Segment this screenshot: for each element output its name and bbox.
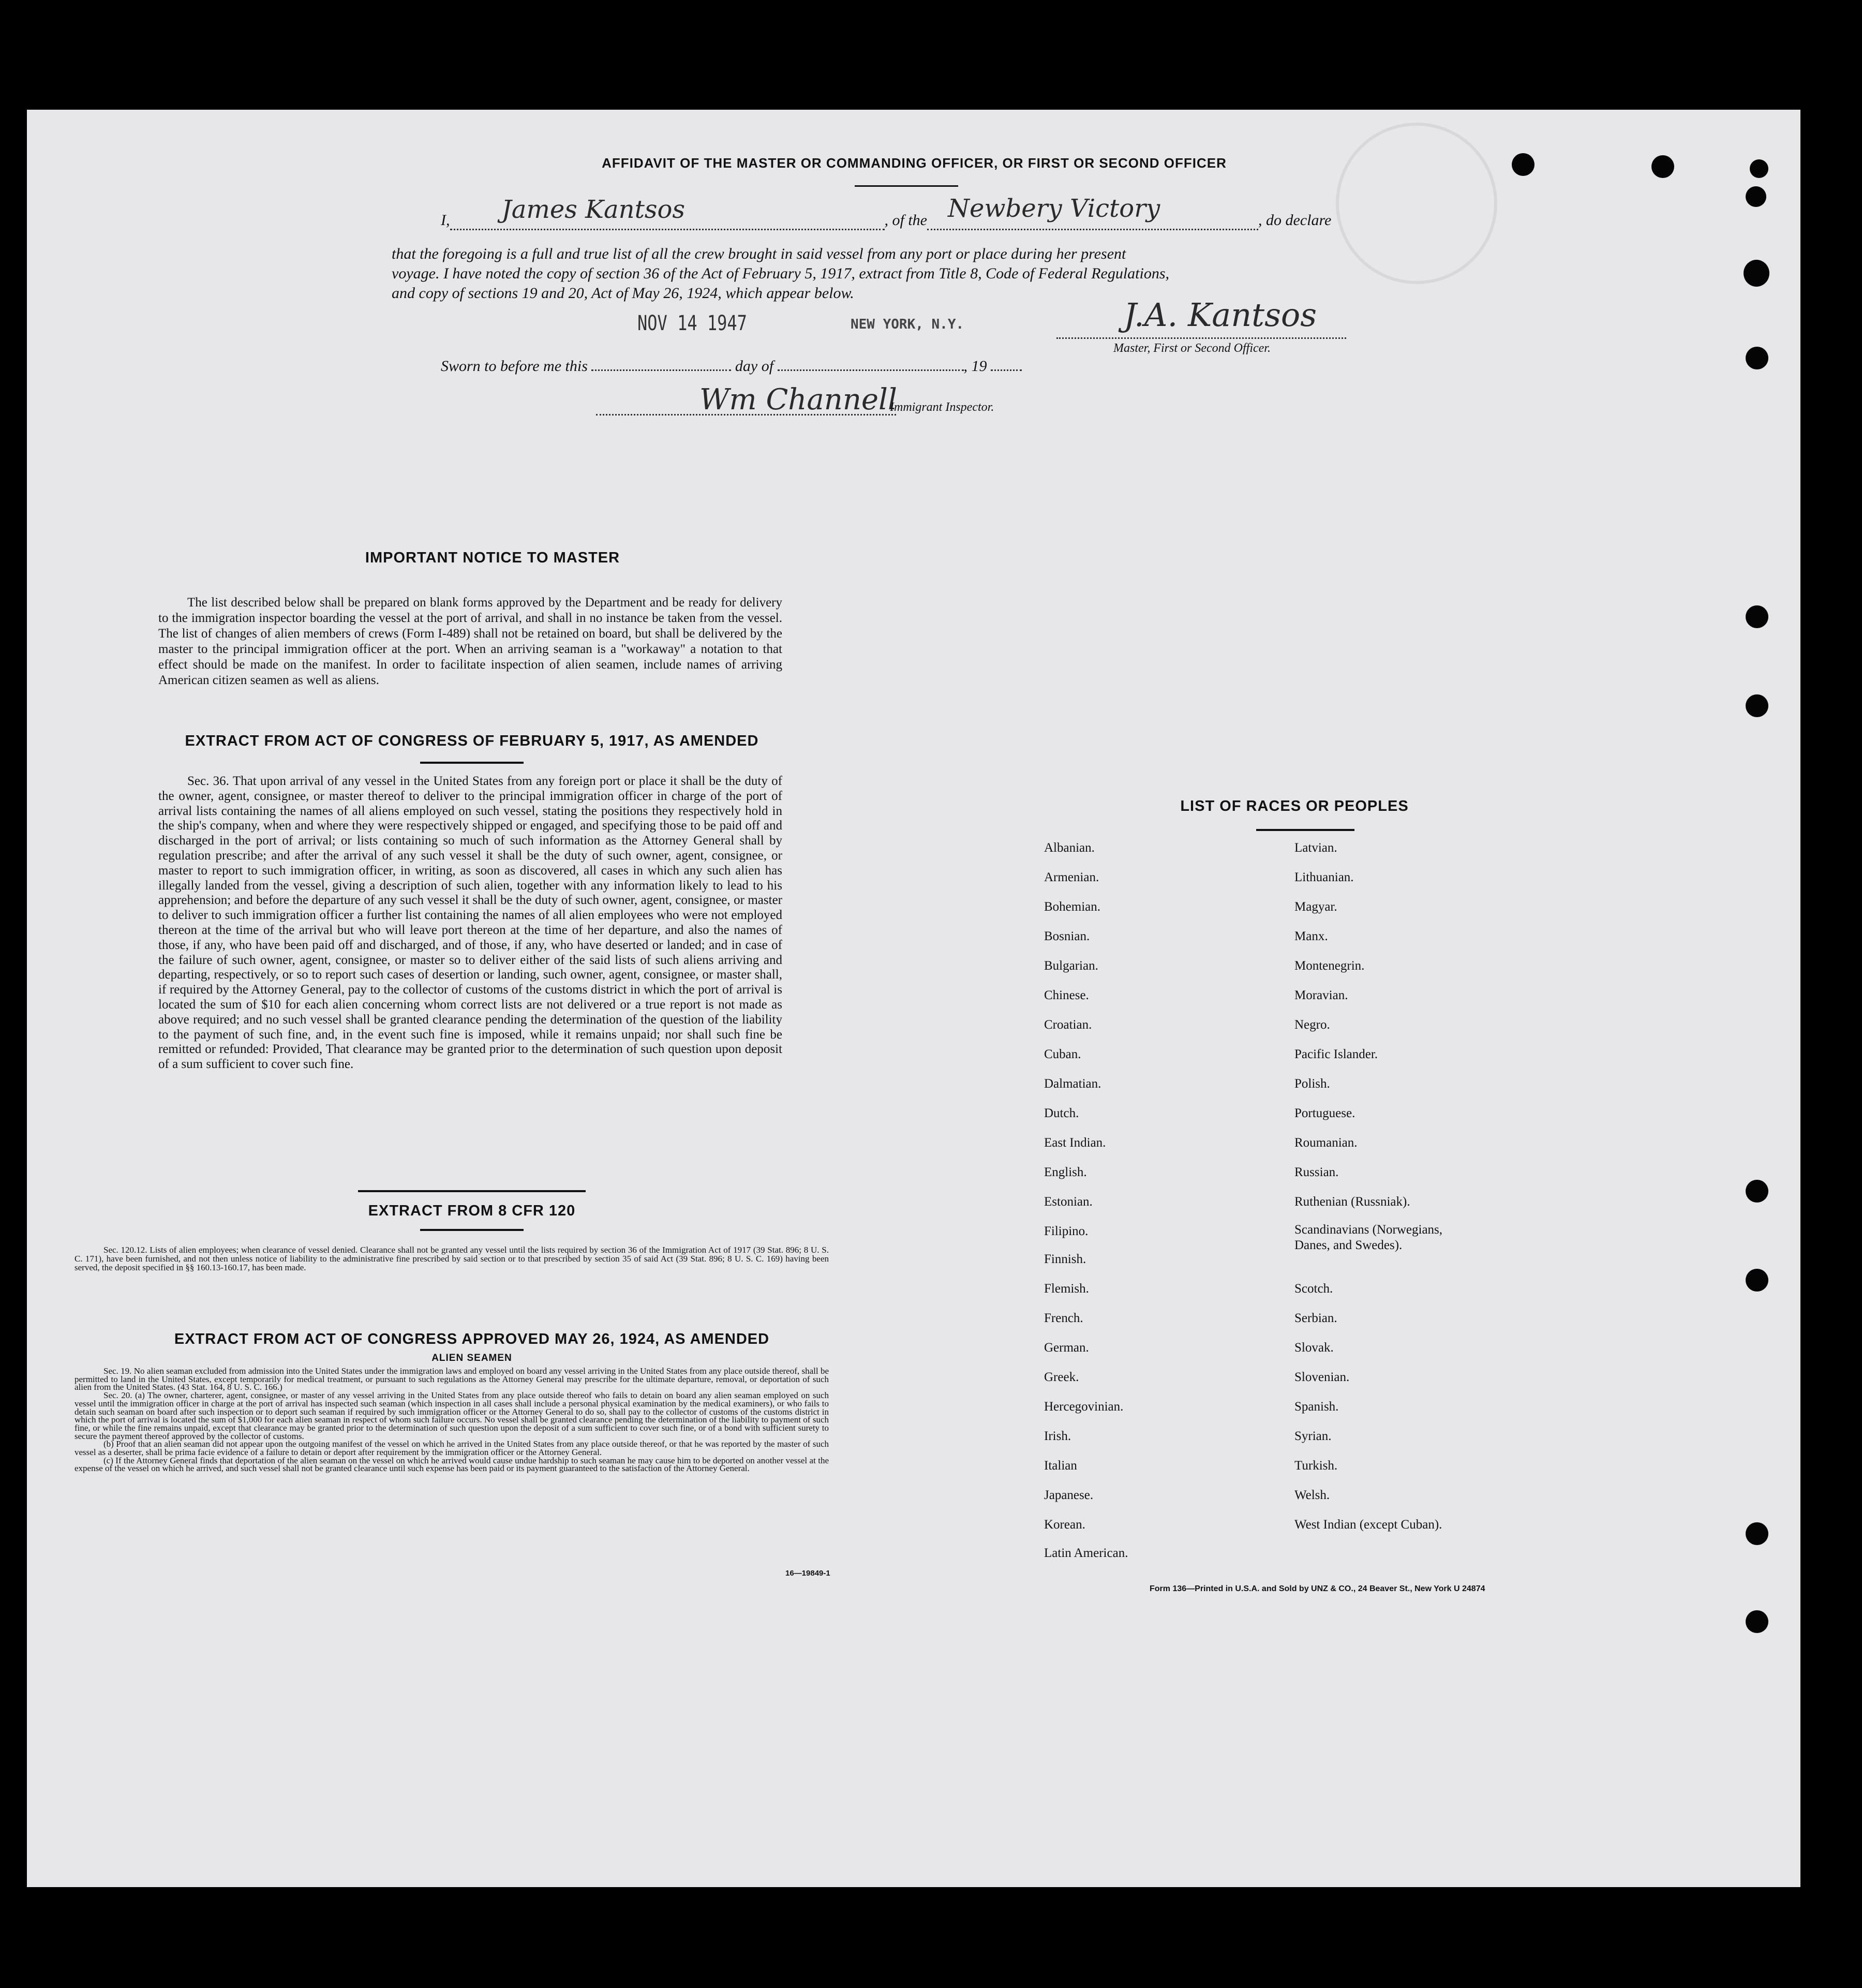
statement	[392, 244, 1406, 303]
section-rule	[1256, 829, 1354, 831]
race-item: Portuguese.	[1294, 1106, 1355, 1120]
race-item: Magyar.	[1294, 900, 1337, 914]
i-prefix: I,	[441, 212, 450, 229]
master-name: James Kantsos	[501, 195, 686, 224]
race-item: Manx.	[1294, 929, 1328, 943]
document-page	[27, 110, 1800, 1887]
race-item: Moravian.	[1294, 988, 1348, 1002]
race-item: Latin American.	[1044, 1546, 1128, 1560]
race-item: Filipino.	[1044, 1224, 1089, 1238]
race-item: Korean.	[1044, 1518, 1085, 1532]
location-stamp: NEW YORK, N.Y.	[851, 317, 964, 332]
of-the-label: , of the	[884, 212, 927, 229]
race-item: West Indian (except Cuban).	[1294, 1518, 1442, 1532]
extract-1917-body: Sec. 36. That upon arrival of any vessel in the United States from any foreign port or place it shall be the duty of the owner, agent, consignee, or master thereof to deliver to the principal immigration officer in charge of the port of arrival lists containing the names of all aliens employed on such vessel, stating the positions they respectively hold in the ship's company, when and where they were respectively shipped or engaged, and specifying those to be paid off and discharged in the port of arrival; or lists containing so much of such information as the Attorney General shall by regulation prescribe; and after the arrival of any such vessel it shall be the duty of such owner, agent, consignee, or master to report to such immigration officer, in writing, as soon as discovered, all cases in which any such alien has illegally landed from the vessel, giving a description of such alien, together with any information likely to lead to his apprehension; and before the departure of any such vessel it shall be the duty of such owner, agent, consignee, or master to deliver to such immigration officer a further list containing the names of all alien employees who were not employed thereon at the time of the arrival but who will leave port thereon at the time of her departure, and also the names of those, if any, who have been paid off and discharged, and of those, if any, who have deserted or landed; and in case of the failure of such owner, agent, consignee, or master so to deliver either of the said lists of such aliens arriving and departing, respectively, or so to report such cases of desertion or landing, such owner, agent, consignee, or master shall, if required by the Attorney General, pay to the collector of customs of the customs district in which the port of arrival is located the sum of $10 for each alien concerning whom correct lists are not delivered or a true report is not made as above required; and no such vessel shall be granted clearance pending the determination of the question of the liability to the payment of such fine, and, in the event such fine is imposed, while it remains unpaid; nor shall such fine be remitted or refunded: Provided, That clearance may be granted prior to the determination of such question upon deposit of a sum sufficient to cover such fine.	[158, 774, 782, 1072]
punch-hole	[1744, 260, 1769, 287]
alien-seamen-subheading: ALIEN SEAMEN	[431, 1353, 512, 1363]
punch-hole	[1746, 186, 1766, 207]
race-item: East Indian.	[1044, 1136, 1106, 1150]
races-heading: LIST OF RACES OR PEOPLES	[1180, 798, 1409, 814]
race-item: Pacific Islander.	[1294, 1047, 1378, 1061]
race-item: Ruthenian (Russniak).	[1294, 1195, 1410, 1209]
section-rule	[358, 1190, 586, 1192]
race-item: Bosnian.	[1044, 929, 1090, 943]
form-code: 16—19849-1	[785, 1569, 830, 1578]
cfr-body: Sec. 120.12. Lists of alien employees; when clearance of vessel denied. Clearance shall not be granted any vessel until the lists required by section 36 of the Immigration Act of 1917 (39 Stat. 896; 8 U. S. C. 171), have been furnished, and not then unless notice of liability to the administrative fine prescribed by said section or to that prescribed by section 35 of said Act (39 Stat. 896; 8 U. S. C. 169) having been served, the deposit specified in §§ 160.13-160.17, has been made.	[75, 1245, 829, 1272]
notice-heading: IMPORTANT NOTICE TO MASTER	[365, 550, 620, 566]
race-item: Greek.	[1044, 1370, 1079, 1384]
race-item: Irish.	[1044, 1429, 1071, 1443]
declaration-line	[441, 194, 1424, 230]
race-item: Bulgarian.	[1044, 959, 1098, 973]
statement-line: and copy of sections 19 and 20, Act of May 26, 1924, which appear below.	[392, 285, 854, 302]
race-item: Slovak.	[1294, 1341, 1334, 1355]
race-item: Bohemian.	[1044, 900, 1101, 914]
race-item: Estonian.	[1044, 1195, 1093, 1209]
race-item: English.	[1044, 1165, 1087, 1179]
race-item: Finnish.	[1044, 1252, 1086, 1266]
extract-1917-heading: EXTRACT FROM ACT OF CONGRESS OF FEBRUARY 5, 1917, AS AMENDED	[185, 733, 759, 749]
punch-hole	[1746, 694, 1768, 717]
race-item: German.	[1044, 1341, 1089, 1355]
race-item: Syrian.	[1294, 1429, 1332, 1443]
master-signature-line	[1056, 337, 1346, 339]
race-item: Dalmatian.	[1044, 1077, 1101, 1091]
extract-1924-body	[75, 1367, 829, 1473]
punch-hole	[1750, 159, 1768, 178]
punch-hole	[1746, 1269, 1768, 1292]
race-item: Japanese.	[1044, 1488, 1094, 1502]
punch-hole	[1746, 605, 1768, 628]
sec-19: Sec. 19. No alien seaman excluded from admission into the United States under the immigration laws and employed on board any vessel arriving in the United States from any place outside thereof, shall be permitted to land in the United States, except temporarily for medical treatment, or pursuant to such regulations as the Attorney General may prescribe for the ultimate departure, removal, or deportation of such alien from the United States. (43 Stat. 164, 8 U. S. C. 166.)	[75, 1366, 829, 1392]
affidavit-title: AFFIDAVIT OF THE MASTER OR COMMANDING OFFICER, OR FIRST OR SECOND OFFICER	[602, 155, 1227, 171]
race-item: Negro.	[1294, 1018, 1330, 1032]
statement-line: voyage. I have noted the copy of section 36 of the Act of February 5, 1917, extract from Title 8, Code of Federal Regulations,	[392, 265, 1170, 282]
race-item: Hercegovinian.	[1044, 1400, 1124, 1414]
notice-body: The list described below shall be prepared on blank forms approved by the Department and be ready for delivery to the immigration inspector boarding the vessel at the port of arrival, and shall in no instance be taken from the vessel. The list of changes of alien members of crews (Form I-489) shall not be retained on board, but shall be delivered by the master to the principal immigration officer at the port. When an arriving seaman is a "workaway" a notation to that effect should be made on the manifest. In order to facilitate inspection of alien seamen, include names of arriving American citizen seamen as well as aliens.	[158, 596, 782, 687]
inspector-signature: Wm Channell	[699, 383, 897, 417]
race-item: Serbian.	[1294, 1311, 1337, 1325]
master-signature: J.A. Kantsos	[1124, 296, 1317, 334]
race-item: Montenegrin.	[1294, 959, 1365, 973]
do-declare-label: , do declare	[1258, 212, 1332, 229]
day-of-label: day of	[735, 358, 774, 375]
race-item: Polish.	[1294, 1077, 1330, 1091]
sec-20c: (c) If the Attorney General finds that deportation of the alien seaman on the vessel on which he arrived would cause undue hardship to such seaman he may cause him to be deported on another vessel at the expense of the vessel on which he arrived, and such vessel shall not be granted clearance until such expense has been paid or its payment guaranteed to the satisfaction of the Attorney General.	[75, 1455, 829, 1474]
master-caption: Master, First or Second Officer.	[1113, 342, 1271, 355]
statement-line: that the foregoing is a full and true list of all the crew brought in said vessel from any port or place during her present	[392, 245, 1126, 262]
title-rule	[855, 185, 958, 187]
race-item: Dutch.	[1044, 1106, 1079, 1120]
race-item: Turkish.	[1294, 1459, 1338, 1473]
year-prefix: , 19	[963, 358, 987, 375]
vessel-name: Newbery Victory	[948, 194, 1160, 223]
extract-1924-heading: EXTRACT FROM ACT OF CONGRESS APPROVED MAY 26, 1924, AS AMENDED	[174, 1331, 770, 1347]
race-item: Italian	[1044, 1459, 1077, 1473]
race-item: Welsh.	[1294, 1488, 1330, 1502]
punch-hole	[1746, 1522, 1768, 1545]
section-rule	[420, 1229, 524, 1231]
inspector-caption: Immigrant Inspector.	[890, 400, 994, 414]
cfr-heading: EXTRACT FROM 8 CFR 120	[368, 1203, 576, 1219]
punch-hole	[1651, 155, 1674, 178]
race-item: Albanian.	[1044, 841, 1095, 855]
race-item: French.	[1044, 1311, 1083, 1325]
sec-20a: Sec. 20. (a) The owner, charterer, agent, consignee, or master of any vessel arriving in the United States from any place outside thereof who fails to detain on board any alien seaman employed on such vessel until the immigration officer in charge at the port of arrival has inspected such seaman (which inspection in all cases shall include a personal physical examination by the medical examiners), or who fails to detain such seaman on board after such inspection or to deport such seaman if required by such immigration officer or the Attorney General to do so, shall pay to the collector of customs of the customs district in which the port of arrival is located the sum of $1,000 for each alien seaman in respect of whom such failure occurs. No vessel shall be granted clearance pending the determination of the liability to payment of such fine, or while the fine remains unpaid, except that clearance may be granted prior to the determination of such question upon the deposit of a sum sufficient to cover such fine, or of a bond with sufficient surety to secure the payment thereof approved by the collector of customs.	[75, 1390, 829, 1441]
punch-hole	[1512, 153, 1535, 176]
sec-20b: (b) Proof that an alien seaman did not appear upon the outgoing manifest of the vessel on which he arrived in the United States from any place outside thereof, or that he was reported by the master of such vessel as a deserter, shall be prima facie evidence of a failure to detain or deport after requirement by the immigration officer or the Attorney General.	[75, 1439, 829, 1458]
race-item: Chinese.	[1044, 988, 1089, 1002]
race-item: Armenian.	[1044, 870, 1099, 884]
race-item: Flemish.	[1044, 1282, 1089, 1296]
sworn-text: Sworn to before me this	[441, 358, 588, 375]
race-item: Scotch.	[1294, 1282, 1333, 1296]
race-item: Spanish.	[1294, 1400, 1339, 1414]
punch-hole	[1746, 1180, 1768, 1203]
date-stamp: NOV 14 1947	[637, 311, 747, 335]
race-item: Croatian.	[1044, 1018, 1092, 1032]
race-item: Latvian.	[1294, 841, 1337, 855]
race-item: Russian.	[1294, 1165, 1339, 1179]
sworn-line	[441, 357, 1022, 375]
race-item: Scandinavians (Norwegians, Danes, and Swedes).	[1294, 1223, 1443, 1252]
race-item: Cuban.	[1044, 1047, 1081, 1061]
race-item: Lithuanian.	[1294, 870, 1354, 884]
form-footer: Form 136—Printed in U.S.A. and Sold by UNZ & CO., 24 Beaver St., New York U 24874	[1150, 1584, 1485, 1593]
punch-hole	[1746, 1610, 1768, 1633]
punch-hole	[1746, 347, 1768, 369]
race-item: Roumanian.	[1294, 1136, 1358, 1150]
race-item: Slovenian.	[1294, 1370, 1350, 1384]
section-rule	[420, 762, 524, 764]
